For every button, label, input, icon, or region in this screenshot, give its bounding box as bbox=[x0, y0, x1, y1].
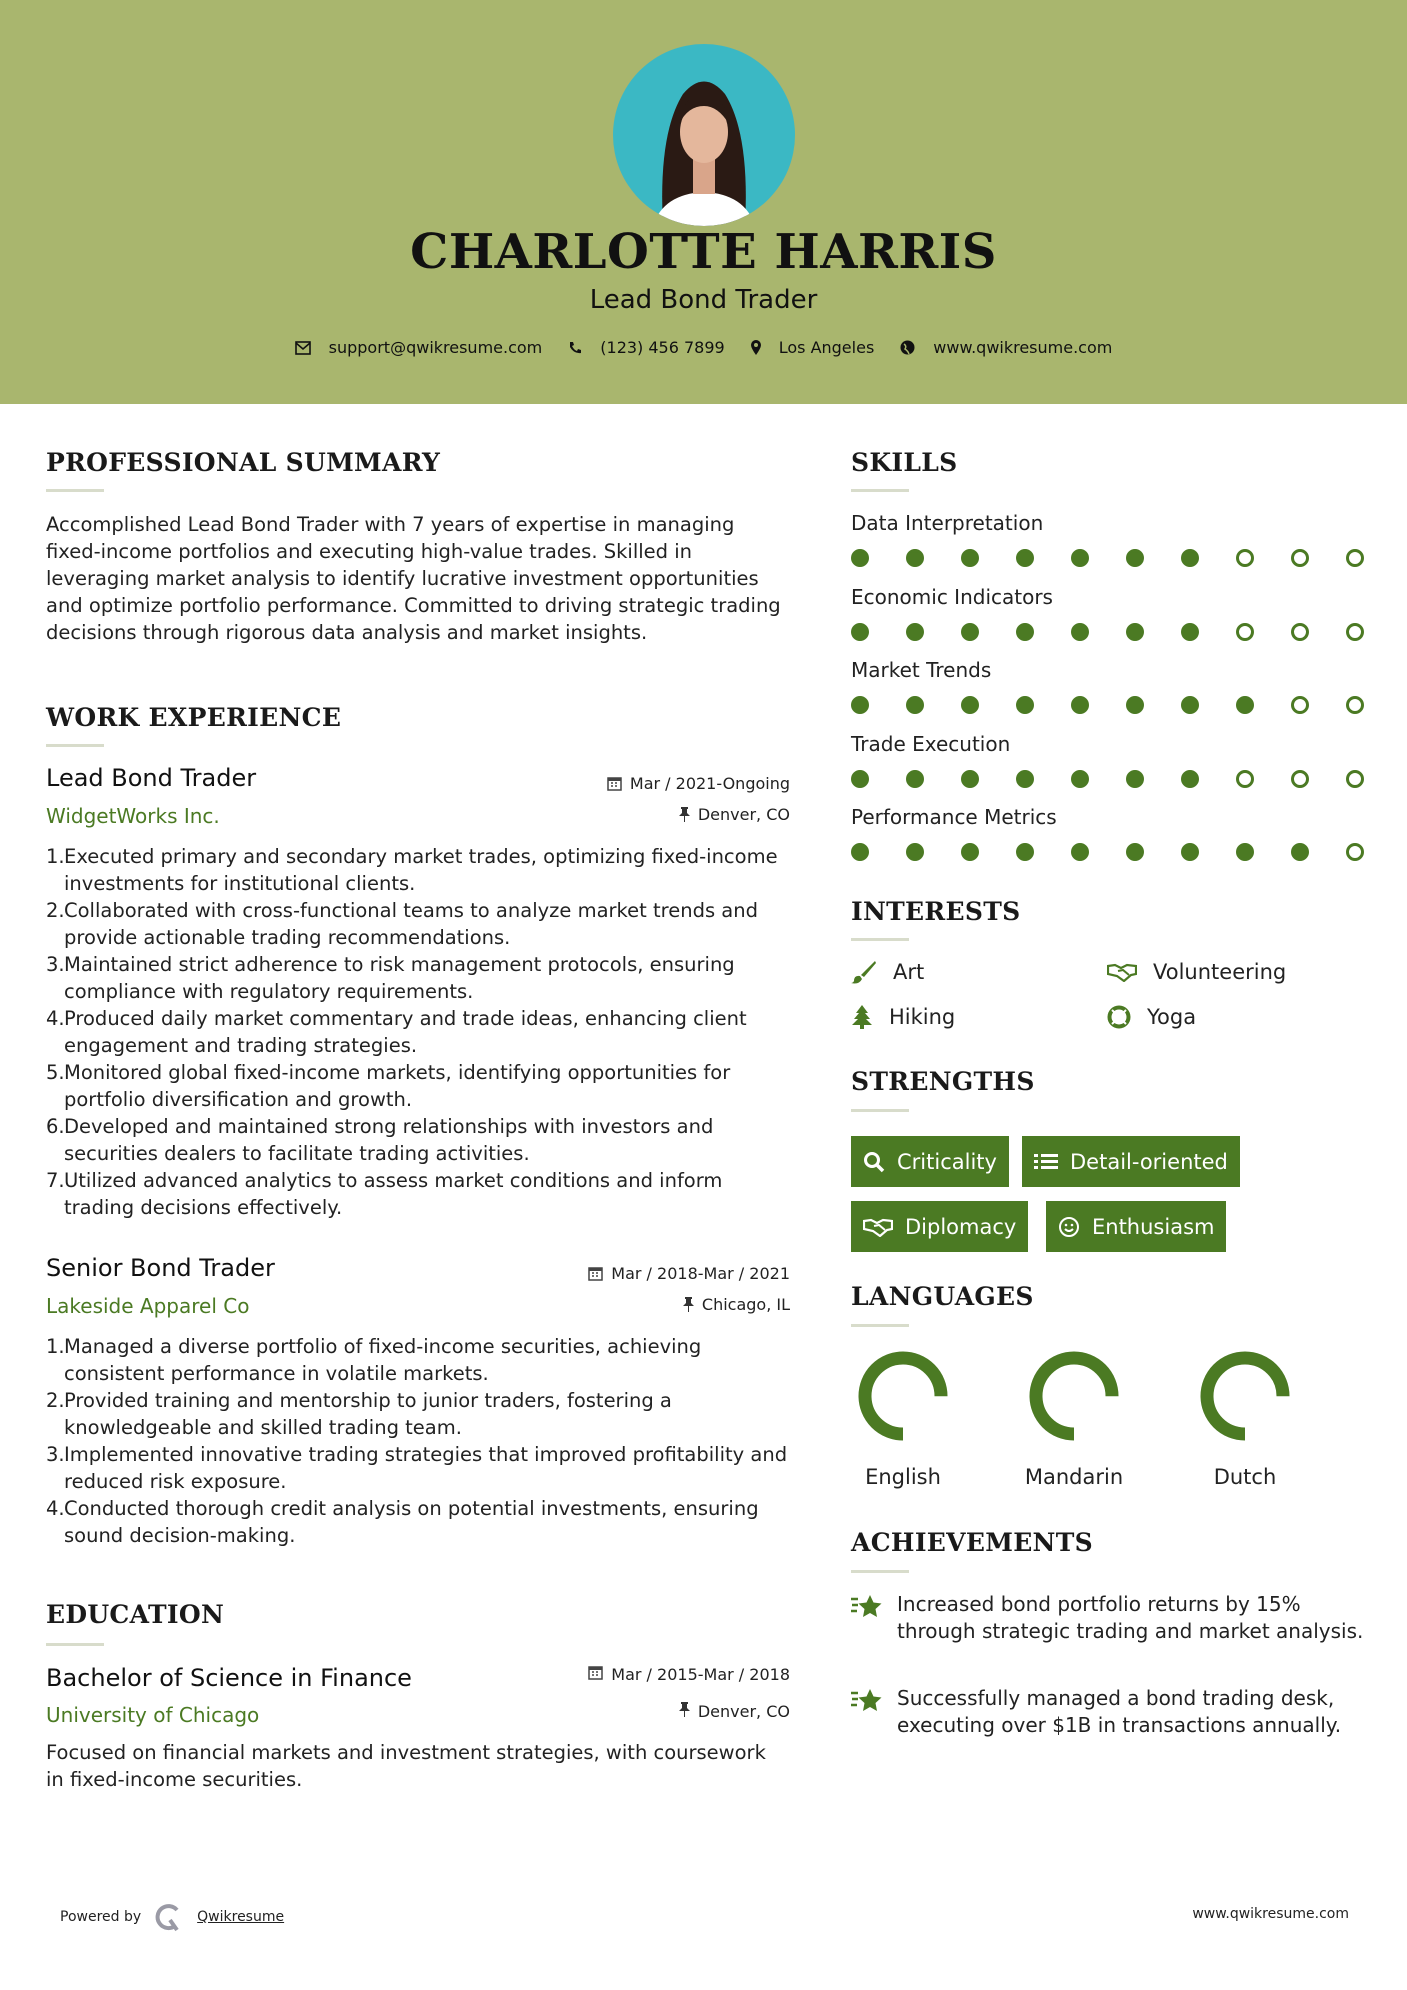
search-icon bbox=[863, 1151, 885, 1173]
handshake-icon bbox=[863, 1217, 893, 1237]
skill-name: Economic Indicators bbox=[851, 584, 1053, 609]
filled-dot bbox=[1181, 843, 1199, 861]
item-text: Implemented innovative trading strategies that improved profitability and reduced risk exposure. bbox=[64, 1443, 788, 1493]
filled-dot bbox=[1126, 549, 1144, 567]
item-text: Provided training and mentorship to junior traders, fostering a knowledgeable and skilled trading team. bbox=[64, 1389, 672, 1439]
calendar-icon bbox=[588, 1665, 603, 1680]
contact-email[interactable] bbox=[295, 338, 543, 357]
strength-label: Diplomacy bbox=[905, 1214, 1017, 1239]
item-number: 3. bbox=[46, 953, 65, 976]
item-number: 4. bbox=[46, 1497, 65, 1520]
strengths-heading: STRENGTHS bbox=[851, 1067, 1035, 1096]
job-responsibilities bbox=[46, 1333, 791, 1549]
education-date bbox=[588, 1665, 790, 1684]
contact-phone bbox=[568, 338, 724, 357]
list-item bbox=[46, 1005, 791, 1059]
heading-underline bbox=[46, 489, 104, 492]
interest-label: Volunteering bbox=[1153, 960, 1287, 984]
pushpin-icon bbox=[679, 1702, 690, 1717]
list-item bbox=[46, 1333, 791, 1387]
calendar-icon bbox=[607, 776, 622, 791]
filled-dot bbox=[1126, 623, 1144, 641]
summary-text: Accomplished Lead Bond Trader with 7 years of expertise in managing fixed-income portfolios and executing high-value trades. Skilled in leveraging market analysis to identify lucrative investment opportunities and optimize portfolio performance. Committed to driving strategic trading decisions through rigorous data analysis and market insights. bbox=[46, 513, 781, 644]
filled-dot bbox=[1016, 623, 1034, 641]
heading-underline bbox=[851, 1570, 909, 1573]
contact-location bbox=[751, 338, 875, 357]
interest-item bbox=[1107, 960, 1286, 984]
powered-by-text: Powered by bbox=[60, 1909, 142, 1925]
star-icon bbox=[851, 1594, 883, 1645]
handshake-icon bbox=[1107, 962, 1137, 982]
job-date bbox=[607, 774, 790, 793]
skill-rating bbox=[851, 696, 1364, 714]
smile-icon bbox=[1058, 1216, 1080, 1238]
tree-icon bbox=[851, 1005, 873, 1029]
map-pin-icon bbox=[751, 340, 761, 355]
filled-dot bbox=[1181, 696, 1199, 714]
calendar-icon bbox=[588, 1266, 603, 1281]
item-number: 5. bbox=[46, 1061, 65, 1084]
filled-dot bbox=[1016, 549, 1034, 567]
filled-dot bbox=[961, 549, 979, 567]
location-text: Denver, CO bbox=[697, 805, 790, 824]
filled-dot bbox=[851, 696, 869, 714]
strength-badge bbox=[851, 1201, 1028, 1252]
filled-dot bbox=[1071, 623, 1089, 641]
strength-label: Criticality bbox=[897, 1149, 997, 1174]
empty-dot bbox=[1236, 549, 1254, 567]
list-item bbox=[46, 1113, 791, 1167]
filled-dot bbox=[906, 696, 924, 714]
phone-icon bbox=[568, 341, 582, 355]
empty-dot bbox=[1346, 696, 1364, 714]
filled-dot bbox=[1181, 770, 1199, 788]
filled-dot bbox=[851, 623, 869, 641]
envelope-icon bbox=[295, 341, 311, 355]
item-text: Managed a diverse portfolio of fixed-income securities, achieving consistent performance in volatile markets. bbox=[64, 1335, 702, 1385]
filled-dot bbox=[1236, 843, 1254, 861]
location-text: Denver, CO bbox=[697, 1702, 790, 1721]
list-item bbox=[46, 1059, 791, 1113]
skill-name: Market Trends bbox=[851, 658, 992, 682]
filled-dot bbox=[961, 770, 979, 788]
experience-heading: WORK EXPERIENCE bbox=[46, 703, 342, 732]
item-number: 6. bbox=[46, 1115, 65, 1138]
language-proficiency-ring bbox=[1028, 1350, 1120, 1442]
filled-dot bbox=[906, 549, 924, 567]
item-number: 2. bbox=[46, 899, 65, 922]
date-text: Mar / 2015-Mar / 2018 bbox=[611, 1665, 790, 1684]
filled-dot bbox=[851, 770, 869, 788]
empty-dot bbox=[1291, 696, 1309, 714]
interest-item bbox=[851, 1005, 955, 1029]
list-item bbox=[46, 843, 791, 897]
filled-dot bbox=[1126, 696, 1144, 714]
skill-rating bbox=[851, 549, 1364, 567]
proficiency-arc bbox=[1207, 1358, 1283, 1434]
filled-dot bbox=[906, 623, 924, 641]
qwikresume-logo-icon bbox=[155, 1902, 183, 1932]
list-item bbox=[46, 1167, 791, 1221]
filled-dot bbox=[1071, 770, 1089, 788]
filled-dot bbox=[1071, 696, 1089, 714]
item-text: Monitored global fixed-income markets, identifying opportunities for portfolio diversification and growth. bbox=[64, 1061, 731, 1111]
filled-dot bbox=[1016, 770, 1034, 788]
empty-dot bbox=[1346, 549, 1364, 567]
interest-label: Hiking bbox=[889, 1005, 956, 1029]
heading-underline bbox=[851, 1324, 909, 1327]
item-text: Executed primary and secondary market trades, optimizing fixed-income investments for institutional clients. bbox=[64, 845, 778, 895]
company-name: Lakeside Apparel Co bbox=[46, 1294, 250, 1318]
language-name: Dutch bbox=[1213, 1465, 1277, 1489]
filled-dot bbox=[1071, 549, 1089, 567]
list-item bbox=[46, 1495, 791, 1549]
achievement-item bbox=[851, 1591, 1371, 1645]
skill-name: Performance Metrics bbox=[851, 805, 1057, 829]
languages-heading: LANGUAGES bbox=[851, 1282, 1034, 1311]
language-proficiency-ring bbox=[1199, 1350, 1291, 1442]
education-heading: EDUCATION bbox=[46, 1600, 225, 1629]
company-name: WidgetWorks Inc. bbox=[46, 804, 220, 828]
item-text: Collaborated with cross-functional teams to analyze market trends and provide actionable trading recommendations. bbox=[64, 899, 758, 949]
list-item bbox=[46, 897, 791, 951]
school-name: University of Chicago bbox=[46, 1703, 260, 1727]
empty-dot bbox=[1236, 623, 1254, 641]
empty-dot bbox=[1346, 770, 1364, 788]
item-number: 3. bbox=[46, 1443, 65, 1466]
empty-dot bbox=[1346, 623, 1364, 641]
strength-badge bbox=[1046, 1201, 1226, 1252]
filled-dot bbox=[906, 843, 924, 861]
skills-heading: SKILLS bbox=[851, 448, 958, 477]
list-item bbox=[46, 1387, 791, 1441]
empty-dot bbox=[1346, 843, 1364, 861]
language-name: English bbox=[865, 1465, 941, 1489]
item-text: Conducted thorough credit analysis on potential investments, ensuring sound decision-making. bbox=[64, 1497, 759, 1547]
location-text: Chicago, IL bbox=[701, 1295, 790, 1314]
job-location bbox=[679, 805, 790, 824]
skill-name: Data Interpretation bbox=[851, 511, 1044, 535]
item-number: 4. bbox=[46, 1007, 65, 1030]
interest-label: Yoga bbox=[1147, 1005, 1197, 1029]
date-text: Mar / 2021-Ongoing bbox=[629, 774, 790, 793]
globe-icon bbox=[900, 340, 915, 355]
filled-dot bbox=[1181, 623, 1199, 641]
list-icon bbox=[1034, 1152, 1058, 1172]
strength-label: Enthusiasm bbox=[1092, 1214, 1215, 1239]
language-proficiency-ring bbox=[857, 1350, 949, 1442]
skill-rating bbox=[851, 770, 1364, 788]
degree-title: Bachelor of Science in Finance bbox=[46, 1664, 412, 1692]
filled-dot bbox=[1071, 843, 1089, 861]
summary-heading: PROFESSIONAL SUMMARY bbox=[46, 448, 441, 477]
education-location bbox=[679, 1702, 790, 1721]
heading-underline bbox=[851, 938, 909, 941]
achievement-item bbox=[851, 1685, 1371, 1739]
heading-underline bbox=[851, 1109, 909, 1112]
job-date bbox=[588, 1264, 790, 1283]
item-number: 1. bbox=[46, 845, 65, 868]
achievement-text: Increased bond portfolio returns by 15% through strategic trading and market analysis. bbox=[897, 1592, 1364, 1643]
job-title: Lead Bond Trader bbox=[46, 764, 257, 792]
filled-dot bbox=[1291, 843, 1309, 861]
item-number: 7. bbox=[46, 1169, 65, 1192]
footer-website[interactable]: www.qwikresume.com bbox=[1192, 1906, 1349, 1922]
item-text: Developed and maintained strong relationships with investors and securities dealers to facilitate trading activities. bbox=[64, 1115, 714, 1165]
job-location bbox=[683, 1295, 790, 1314]
phone-text: (123) 456 7899 bbox=[600, 338, 725, 357]
email-text[interactable]: support@qwikresume.com bbox=[328, 338, 543, 357]
lifebuoy-icon bbox=[1107, 1005, 1131, 1029]
item-number: 2. bbox=[46, 1389, 65, 1412]
filled-dot bbox=[961, 696, 979, 714]
contact-bar bbox=[0, 338, 1407, 357]
filled-dot bbox=[851, 549, 869, 567]
filled-dot bbox=[1016, 696, 1034, 714]
empty-dot bbox=[1291, 623, 1309, 641]
empty-dot bbox=[1291, 770, 1309, 788]
proficiency-arc bbox=[1036, 1358, 1112, 1434]
skill-rating bbox=[851, 843, 1364, 861]
footer-powered-by bbox=[60, 1902, 284, 1932]
filled-dot bbox=[1126, 843, 1144, 861]
item-text: Produced daily market commentary and trade ideas, enhancing client engagement and trading strategies. bbox=[64, 1007, 747, 1057]
pushpin-icon bbox=[679, 807, 690, 822]
strength-label: Detail-oriented bbox=[1070, 1149, 1228, 1174]
list-item bbox=[46, 951, 791, 1005]
item-text: Maintained strict adherence to risk management protocols, ensuring compliance with regulatory requirements. bbox=[64, 953, 735, 1003]
filled-dot bbox=[1236, 696, 1254, 714]
education-description: Focused on financial markets and investment strategies, with coursework in fixed-income securities. bbox=[46, 1741, 766, 1791]
job-title: Senior Bond Trader bbox=[46, 1254, 275, 1282]
interest-item bbox=[851, 960, 924, 984]
item-number: 1. bbox=[46, 1335, 65, 1358]
qwikresume-link[interactable]: Qwikresume bbox=[197, 1909, 285, 1925]
filled-dot bbox=[961, 623, 979, 641]
strength-badge bbox=[851, 1136, 1009, 1187]
pushpin-icon bbox=[683, 1297, 694, 1312]
candidate-title: Lead Bond Trader bbox=[589, 285, 818, 315]
filled-dot bbox=[1016, 843, 1034, 861]
achievements-heading: ACHIEVEMENTS bbox=[851, 1528, 1093, 1557]
star-icon bbox=[851, 1688, 883, 1739]
filled-dot bbox=[1181, 549, 1199, 567]
heading-underline bbox=[46, 744, 104, 747]
empty-dot bbox=[1236, 770, 1254, 788]
interests-heading: INTERESTS bbox=[851, 897, 1021, 926]
contact-website[interactable] bbox=[900, 338, 1112, 357]
filled-dot bbox=[1126, 770, 1144, 788]
filled-dot bbox=[906, 770, 924, 788]
paintbrush-icon bbox=[851, 960, 877, 984]
item-text: Utilized advanced analytics to assess market conditions and inform trading decisions effectively. bbox=[64, 1169, 723, 1219]
filled-dot bbox=[851, 843, 869, 861]
language-name: Mandarin bbox=[1024, 1465, 1124, 1489]
list-item bbox=[46, 1441, 791, 1495]
skill-name: Trade Execution bbox=[851, 731, 1011, 756]
filled-dot bbox=[961, 843, 979, 861]
profile-photo bbox=[613, 44, 795, 226]
interest-label: Art bbox=[893, 960, 925, 984]
candidate-name: CHARLOTTE HARRIS bbox=[410, 224, 997, 280]
strength-badge bbox=[1022, 1136, 1240, 1187]
heading-underline bbox=[46, 1643, 104, 1646]
date-text: Mar / 2018-Mar / 2021 bbox=[611, 1264, 790, 1283]
heading-underline bbox=[851, 489, 909, 492]
website-text[interactable]: www.qwikresume.com bbox=[933, 338, 1113, 357]
interest-item bbox=[1107, 1005, 1196, 1029]
location-text: Los Angeles bbox=[778, 338, 875, 357]
job-responsibilities bbox=[46, 843, 791, 1221]
empty-dot bbox=[1291, 549, 1309, 567]
proficiency-arc bbox=[865, 1358, 941, 1434]
achievement-text: Successfully managed a bond trading desk, executing over $1B in transactions annually. bbox=[897, 1686, 1342, 1737]
skill-rating bbox=[851, 623, 1364, 641]
